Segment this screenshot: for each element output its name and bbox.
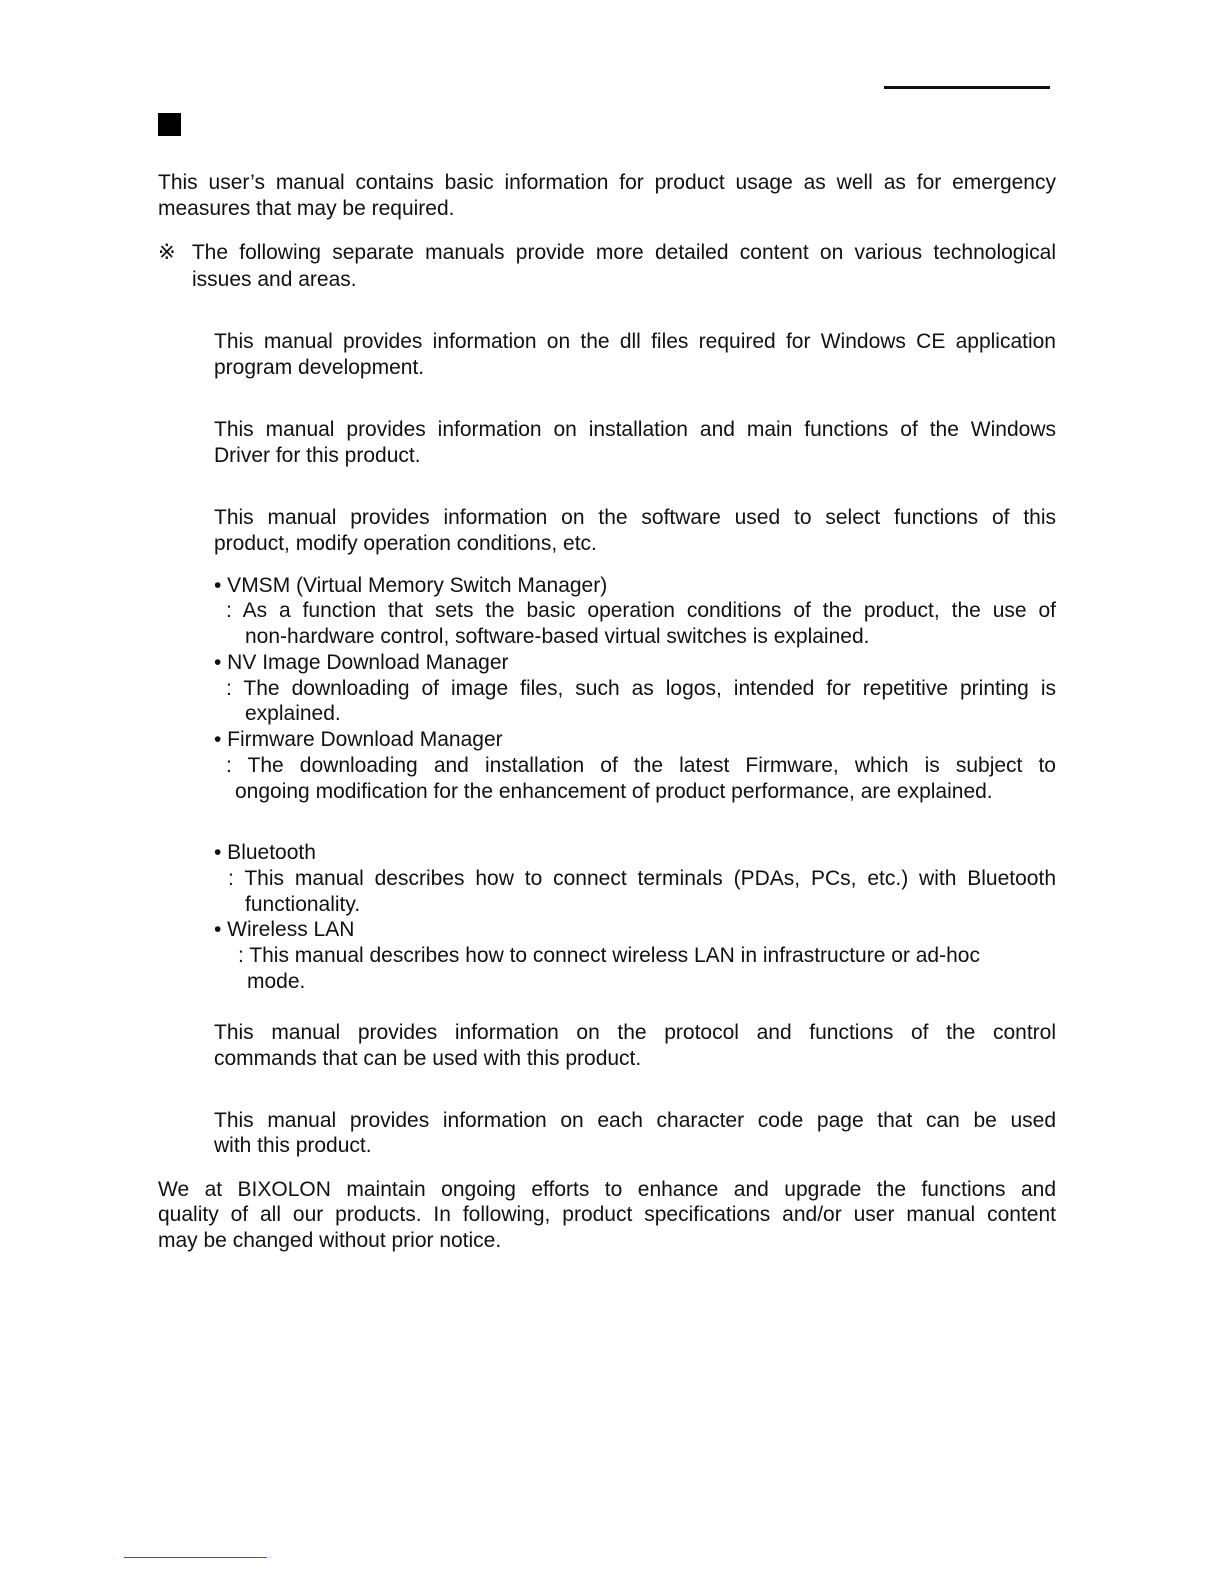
manual-1-line-2: program development. (214, 356, 425, 379)
manual-3-line-2: product, modify operation conditions, etc. (214, 532, 597, 555)
list-item-firmware-title: • Firmware Download Manager (214, 728, 503, 751)
manual-5-line-1: This manual provides information on the protocol and functions of the control (214, 1021, 1056, 1044)
footer-link-rule (124, 1557, 267, 1558)
list-item-vmsm-desc-2: non-hardware control, software-based virtual switches is explained. (245, 625, 870, 648)
note-line-2: issues and areas. (192, 268, 357, 291)
list-item-wlan-desc-1: : This manual describes how to connect wireless LAN in infrastructure or ad-hoc (238, 944, 980, 967)
intro-line-2: measures that may be required. (158, 197, 455, 220)
closing-line-1: We at BIXOLON maintain ongoing efforts to enhance and upgrade the functions and (158, 1178, 1056, 1201)
manual-6-line-2: with this product. (214, 1134, 372, 1157)
intro-line-1: This user’s manual contains basic information for product usage as well as for emergency (158, 171, 1056, 194)
list-item-nv-image-desc-2: explained. (245, 702, 341, 725)
list-item-vmsm-desc-1: : As a function that sets the basic operation conditions of the product, the use of (226, 599, 1056, 622)
list-item-firmware-desc-1: : The downloading and installation of the latest Firmware, which is subject to (226, 754, 1056, 777)
list-item-nv-image-desc-1: : The downloading of image files, such as logos, intended for repetitive printing is (226, 677, 1056, 700)
header-rule (884, 86, 1050, 89)
manual-1-line-1: This manual provides information on the dll files required for Windows CE application (214, 330, 1056, 353)
section-square-marker (158, 113, 181, 136)
list-item-bluetooth-desc-1: : This manual describes how to connect terminals (PDAs, PCs, etc.) with Bluetooth (228, 867, 1056, 890)
note-line-1: ※ The following separate manuals provide more detailed content on various technological (158, 241, 1056, 264)
list-item-bluetooth-desc-2: functionality. (245, 893, 361, 916)
closing-line-2: quality of all our products. In following, product specifications and/or user manual content (158, 1203, 1056, 1226)
manual-5-line-2: commands that can be used with this product. (214, 1047, 642, 1070)
list-item-wlan-desc-2: mode. (247, 970, 306, 993)
list-item-bluetooth-title: • Bluetooth (214, 841, 316, 864)
list-item-vmsm-title: • VMSM (Virtual Memory Switch Manager) (214, 574, 608, 597)
manual-2-line-1: This manual provides information on installation and main functions of the Windows (214, 418, 1056, 441)
list-item-wlan-title: • Wireless LAN (214, 918, 355, 941)
manual-6-line-1: This manual provides information on each character code page that can be used (214, 1109, 1056, 1132)
list-item-nv-image-title: • NV Image Download Manager (214, 651, 509, 674)
manual-3-line-1: This manual provides information on the software used to select functions of this (214, 506, 1056, 529)
manual-2-line-2: Driver for this product. (214, 444, 421, 467)
list-item-firmware-desc-2: ongoing modification for the enhancement of product performance, are explained. (235, 780, 993, 803)
closing-line-3: may be changed without prior notice. (158, 1229, 502, 1252)
